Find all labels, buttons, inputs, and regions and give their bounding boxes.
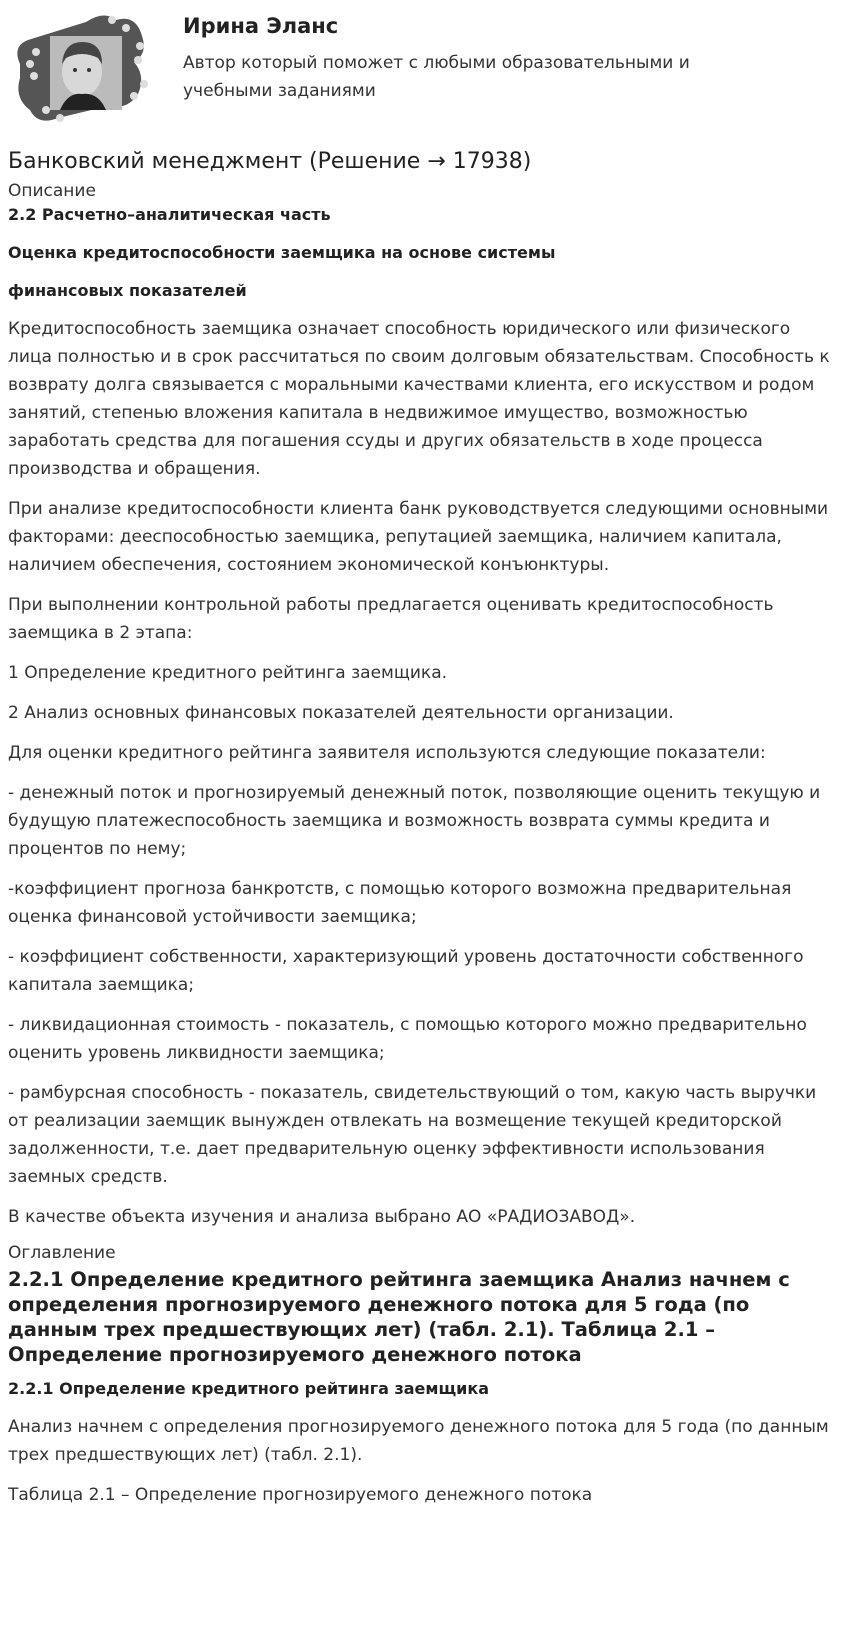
- table-caption: Таблица 2.1 – Определение прогнозируемого денежного потока: [8, 1485, 593, 1505]
- paragraph-object-of-study: В качестве объекта изучения и анализа выбрано АО «РАДИОЗАВОД».: [8, 1207, 636, 1227]
- list-item-ownership-coefficient: - коэффициент собственности, характеризующий уровень достаточности собственного капитала заемщика;: [8, 947, 804, 995]
- author-card: [0, 0, 847, 128]
- description-label: Описание: [8, 181, 96, 201]
- paragraph-stage-1: 1 Определение кредитного рейтинга заемщика.: [8, 663, 448, 683]
- subheading-line-2: финансовых показателей: [8, 281, 247, 300]
- paragraph-analysis-start: Анализ начнем с определения прогнозируемого денежного потока для 5 года (по данным трех предшествующих лет) (табл. 2.1).: [8, 1417, 829, 1465]
- paragraph-stage-2: 2 Анализ основных финансовых показателей деятельности организации.: [8, 703, 674, 723]
- subheading-line-1: Оценка кредитоспособности заемщика на основе системы: [8, 243, 556, 262]
- section-2-2-1-heading: 2.2.1 Определение кредитного рейтинга заемщика: [8, 1379, 490, 1398]
- author-description: Автор который поможет с любыми образовательными и учебными заданиями: [183, 53, 690, 101]
- page-title: Банковский менеджмент (Решение → 17938): [8, 149, 532, 174]
- toc-label: Оглавление: [8, 1243, 116, 1263]
- main-content: [0, 147, 847, 1509]
- author-avatar-icon: [8, 6, 148, 126]
- paragraph-factors: При анализе кредитоспособности клиента банк руководствуется следующими основными факторами: дееспособностью заемщика, репутацией заемщика, наличием капитала, наличием обеспечения, состоянием экономической конъюнктуры.: [8, 499, 829, 575]
- paragraph-stages: При выполнении контрольной работы предлагается оценивать кредитоспособность заемщика в 2 этапа:: [8, 595, 774, 643]
- section-heading: 2.2 Расчетно–аналитическая часть: [8, 205, 331, 224]
- list-item-reimbursement-capacity: - рамбурсная способность - показатель, свидетельствующий о том, какую часть выручки от реализации заемщик вынужден отвлекать на возмещение текущей кредиторской задолженности, т.е. дает предварительную оценку эффективности использования заемных средств.: [8, 1083, 817, 1187]
- author-name: Ирина Эланс: [183, 14, 339, 38]
- toc-title: 2.2.1 Определение кредитного рейтинга заемщика Анализ начнем с определения прогнозируемого денежного потока для 5 года (по данным трех предшествующих лет) (табл. 2.1). Таблица 2.1 – Определение прогнозируемого денежного потока: [8, 1268, 790, 1366]
- paragraph-creditworthiness: Кредитоспособность заемщика означает способность юридического или физического лица полностью и в срок рассчитаться по своим долговым обязательствам. Способность к возврату долга связывается с моральными качествами клиента, его искусством и родом занятий, степенью вложения капитала в недвижимое имущество, возможностью заработать средства для погашения ссуды и других обязательств в ходе процесса производства и обращения.: [8, 319, 830, 479]
- list-item-cash-flow: - денежный поток и прогнозируемый денежный поток, позволяющие оценить текущую и будущую платежеспособность заемщика и возможность возврата суммы кредита и процентов по нему;: [8, 783, 821, 859]
- paragraph-indicators-intro: Для оценки кредитного рейтинга заявителя используются следующие показатели:: [8, 743, 766, 763]
- list-item-liquidation-value: - ликвидационная стоимость - показатель, с помощью которого можно предварительно оценить уровень ликвидности заемщика;: [8, 1015, 807, 1063]
- list-item-bankruptcy-coefficient: -коэффициент прогноза банкротств, с помощью которого возможна предварительная оценка финансовой устойчивости заемщика;: [8, 879, 792, 927]
